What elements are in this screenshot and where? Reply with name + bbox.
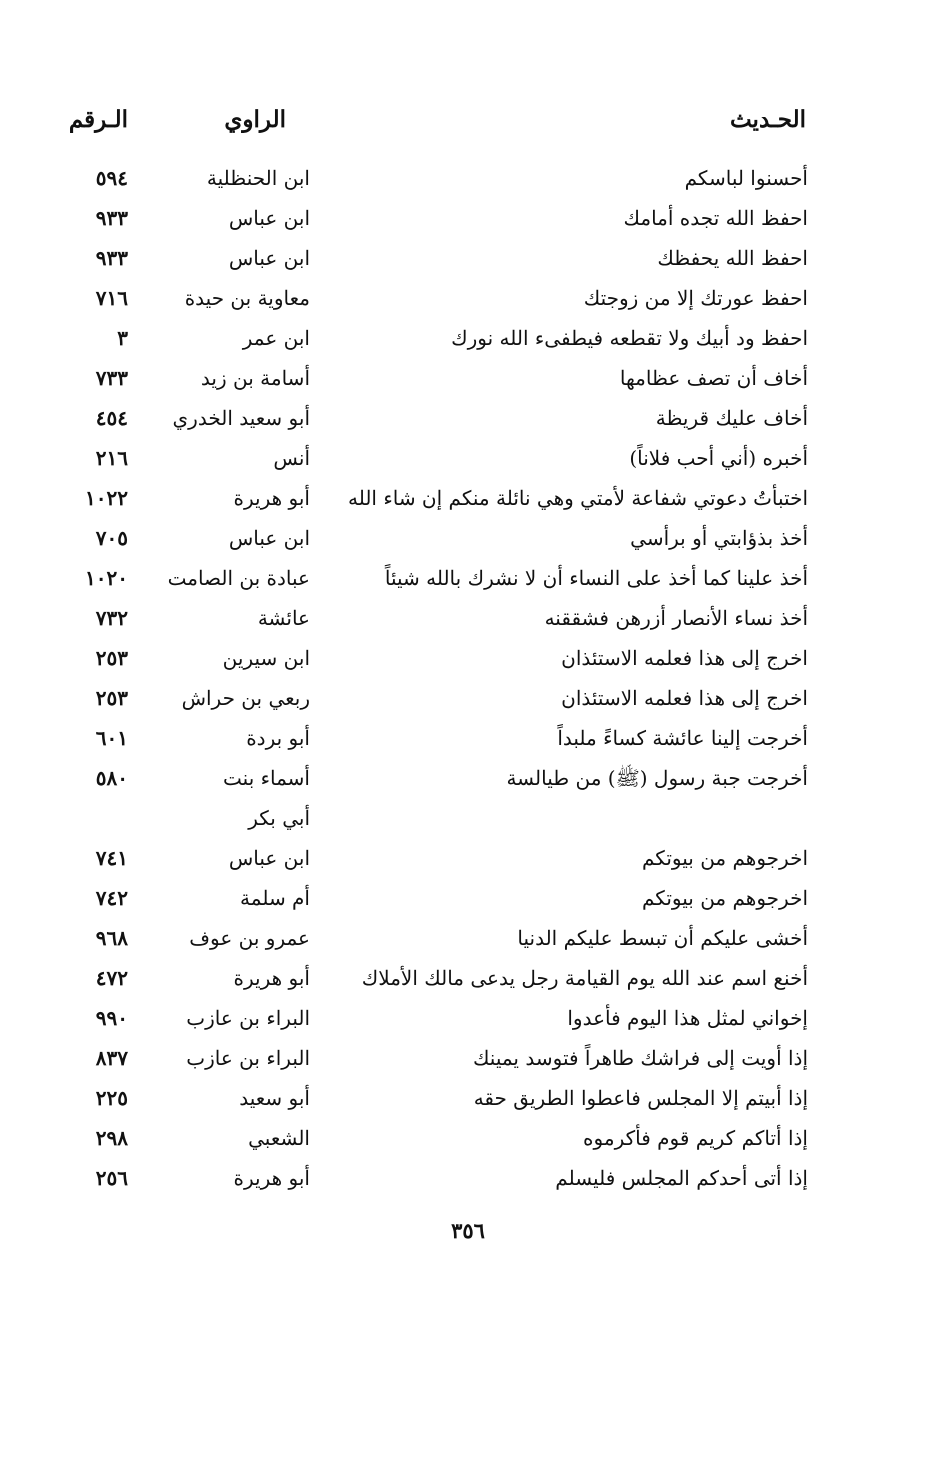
hadith-number: ٧٣٣	[95, 366, 128, 390]
rawi-name: أبو سعيد	[239, 1086, 310, 1110]
hadith-text: احفظ ود أبيك ولا تقطعه فيطفىء الله نورك	[451, 326, 808, 350]
table-row	[0, 560, 936, 600]
hadith-text: اختبأتُ دعوتي شفاعة لأمتي وهي نائلة منكم إن شاء الله	[347, 486, 808, 510]
rawi-name: أبو هريرة	[233, 486, 310, 510]
table-row	[0, 760, 936, 800]
rawi-name: أبو سعيد الخدري	[172, 406, 310, 430]
hadith-number: ٢١٦	[95, 446, 128, 470]
table-header	[0, 106, 936, 146]
rawi-name: ابن سيرين	[222, 646, 310, 670]
rawi-name: ابن عباس	[228, 526, 310, 550]
rawi-name: ابن عمر	[242, 326, 310, 350]
hadith-number: ٥٩٤	[95, 166, 128, 190]
rawi-name: الشعبي	[248, 1126, 310, 1150]
hadith-text: أخرجت إلينا عائشة كساءً ملبداً	[557, 726, 808, 750]
hadith-text: أخذ بذؤابتي أو برأسي	[630, 526, 808, 550]
hadith-text: إذا أتاكم كريم قوم فأكرموه	[583, 1126, 808, 1150]
rawi-name: ابن عباس	[228, 246, 310, 270]
table-row	[0, 600, 936, 640]
rawi-name: ابن الحنظلية	[206, 166, 310, 190]
hadith-text: أخاف عليك قريظة	[655, 406, 808, 430]
rawi-name: عبادة بن الصامت	[167, 566, 310, 590]
table-row	[0, 1160, 936, 1200]
hadith-number: ٧٣٢	[95, 606, 128, 630]
hadith-number: ٦٠١	[95, 726, 128, 750]
hadith-number: ٧٠٥	[95, 526, 128, 550]
table-row	[0, 400, 936, 440]
hadith-text: احفظ الله تجده أمامك	[623, 206, 808, 230]
hadith-number: ٨٣٧	[95, 1046, 128, 1070]
hadith-text: إذا أتى أحدكم المجلس فليسلم	[555, 1166, 808, 1190]
rawi-name: ابن عباس	[228, 846, 310, 870]
hadith-text: احفظ الله يحفظك	[657, 246, 808, 270]
page-number: ٣٥٦	[451, 1218, 485, 1243]
hadith-number: ٣	[117, 326, 128, 350]
header-hadith: الحـديث	[729, 106, 806, 133]
hadith-text: أخذ نساء الأنصار أزرهن فشققنه	[544, 606, 808, 630]
rawi-name: أبو بردة	[246, 726, 310, 750]
rawi-name: أنس	[273, 446, 310, 470]
rawi-name: أسامة بن زيد	[200, 366, 310, 390]
hadith-number: ١٠٢٢	[85, 486, 128, 510]
hadith-number: ٢٥٦	[95, 1166, 128, 1190]
hadith-text: أخشى عليكم أن تبسط عليكم الدنيا	[517, 926, 808, 950]
hadith-number: ١٠٢٠	[85, 566, 128, 590]
table-row	[0, 520, 936, 560]
table-row	[0, 320, 936, 360]
hadith-number: ٧٤١	[95, 846, 128, 870]
table-row	[0, 880, 936, 920]
table-row	[0, 440, 936, 480]
hadith-number: ٩٣٣	[95, 246, 128, 270]
table-row	[0, 640, 936, 680]
header-rawi: الراوي	[224, 106, 286, 133]
table-row	[0, 280, 936, 320]
table-row	[0, 920, 936, 960]
hadith-text: احفظ عورتك إلا من زوجتك	[583, 286, 808, 310]
rawi-name: عمرو بن عوف	[189, 926, 310, 950]
hadith-text: إذا أبيتم إلا المجلس فاعطوا الطريق حقه	[473, 1086, 808, 1110]
hadith-number: ٢٩٨	[95, 1126, 128, 1150]
header-number: الـرقم	[68, 106, 128, 133]
hadith-number: ٩٦٨	[95, 926, 128, 950]
hadith-number: ٤٥٤	[95, 406, 128, 430]
rawi-name: البراء بن عازب	[186, 1006, 310, 1030]
rawi-name: أسماء بنت	[223, 766, 310, 790]
hadith-text: إخواني لمثل هذا اليوم فأعدوا	[567, 1006, 808, 1030]
hadith-text: اخرجوهم من بيوتكم	[641, 886, 808, 910]
hadith-number: ٢٢٥	[95, 1086, 128, 1110]
hadith-number: ٧٤٢	[95, 886, 128, 910]
table-row	[0, 1120, 936, 1160]
table-row	[0, 800, 936, 840]
hadith-text: أحسنوا لباسكم	[684, 166, 808, 190]
hadith-number: ٢٥٣	[95, 646, 128, 670]
table-row	[0, 480, 936, 520]
table-row	[0, 360, 936, 400]
hadith-text: اخرج إلى هذا فعلمه الاستئذان	[561, 646, 808, 670]
table-row	[0, 1080, 936, 1120]
hadith-text: أخاف أن تصف عظامها	[619, 366, 808, 390]
hadith-number: ٢٥٣	[95, 686, 128, 710]
rawi-name: أبو هريرة	[233, 1166, 310, 1190]
hadith-number: ٤٧٢	[95, 966, 128, 990]
hadith-text: أخنع اسم عند الله يوم القيامة رجل يدعى مالك الأملاك	[361, 966, 808, 990]
table-row	[0, 240, 936, 280]
rawi-name: معاوية بن حيدة	[184, 286, 310, 310]
rawi-name: أم سلمة	[240, 886, 310, 910]
rawi-name: أبو هريرة	[233, 966, 310, 990]
hadith-text: اخرجوهم من بيوتكم	[641, 846, 808, 870]
hadith-index-table	[0, 160, 936, 1200]
table-row	[0, 1040, 936, 1080]
table-row	[0, 1000, 936, 1040]
hadith-text: اخرج إلى هذا فعلمه الاستئذان	[561, 686, 808, 710]
table-row	[0, 840, 936, 880]
table-row	[0, 680, 936, 720]
table-row	[0, 720, 936, 760]
hadith-text: إذا أويت إلى فراشك طاهراً فتوسد يمينك	[472, 1046, 808, 1070]
table-row	[0, 960, 936, 1000]
hadith-number: ٥٨٠	[95, 766, 128, 790]
table-row	[0, 160, 936, 200]
rawi-name: ابن عباس	[228, 206, 310, 230]
rawi-name: البراء بن عازب	[186, 1046, 310, 1070]
hadith-number: ٩٣٣	[95, 206, 128, 230]
hadith-text: أخرجت جبة رسول (ﷺ) من طيالسة	[506, 766, 808, 790]
table-row	[0, 200, 936, 240]
hadith-text: أخذ علينا كما أخذ على النساء أن لا نشرك بالله شيئاً	[384, 566, 808, 590]
rawi-name: عائشة	[257, 606, 310, 630]
hadith-number: ٧١٦	[95, 286, 128, 310]
hadith-number: ٩٩٠	[95, 1006, 128, 1030]
rawi-name: أبي بكر	[248, 806, 310, 830]
hadith-text: أخبره (أني أحب فلاناً)	[629, 446, 808, 470]
rawi-name: ربعي بن حراش	[181, 686, 310, 710]
